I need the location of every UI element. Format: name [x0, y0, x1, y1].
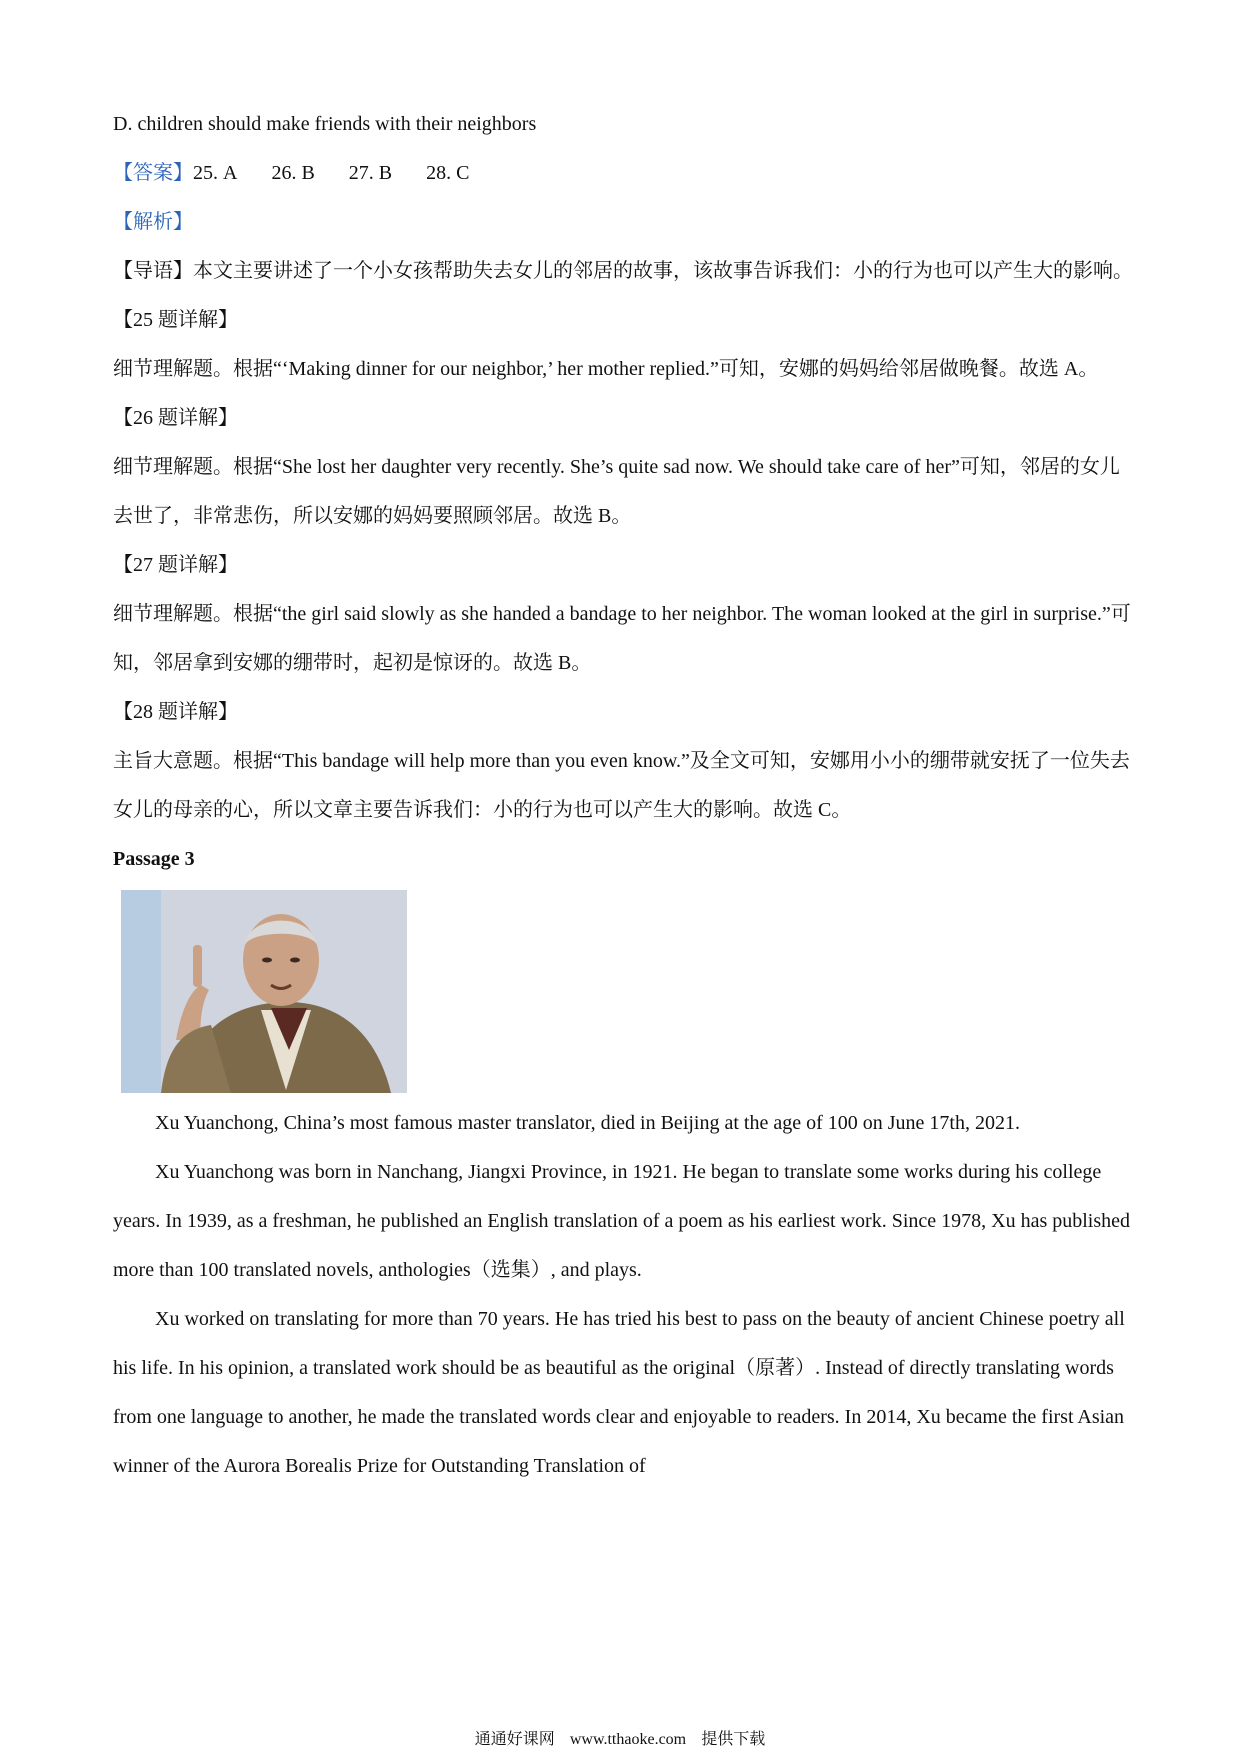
footer-site-name: 通通好课网: [474, 1729, 555, 1748]
footer-url[interactable]: www.tthaoke.com: [569, 1731, 687, 1748]
q25-explanation: 细节理解题。根据“‘Making dinner for our neighbor,’ her mother replied.”可知，安娜的妈妈给邻居做晚餐。故选 A。: [113, 358, 1099, 380]
portrait-illustration: [121, 890, 407, 1093]
q27-explanation: 细节理解题。根据“the girl said slowly as she handed a bandage to her neighbor. The woman looked at the girl in surprise.”可知，邻居拿到安娜的绷带时，起初是惊讶的。故选 B。: [113, 603, 1131, 674]
answer-27: 27. B: [348, 162, 393, 184]
answer-label: 【答案】: [113, 162, 193, 184]
answer-25: 25. A: [193, 162, 238, 184]
paragraph-3: Xu worked on translating for more than 70 years. He has tried his best to pass on the beauty of ancient Chinese poetry all his life. In his opinion, a translated work should be as beautiful as the original（原著）. Instead of directly translating words from one language to another, he made the translated words clear and enjoyable to readers. In 2014, Xu became the first Asian winner of the Aurora Borealis Prize for Outstanding Translation of: [113, 1308, 1125, 1477]
q26-explanation: 细节理解题。根据“She lost her daughter very recently. She’s quite sad now. We should take care of her”可知，邻居的女儿去世了，非常悲伤，所以安娜的妈妈要照顾邻居。故选 B。: [113, 456, 1120, 527]
q27-label: 【27 题详解】: [113, 554, 238, 576]
intro-paragraph: 【导语】本文主要讲述了一个小女孩帮助失去女儿的邻居的故事，该故事告诉我们：小的行为也可以产生大的影响。: [113, 260, 1133, 282]
translator-photo: [121, 890, 407, 1093]
footer-download-text: 提供下载: [701, 1729, 766, 1748]
q26-label: 【26 题详解】: [113, 407, 238, 429]
option-d: D. children should make friends with their neighbors: [113, 113, 537, 135]
q25-label: 【25 题详解】: [113, 309, 238, 331]
q28-explanation: 主旨大意题。根据“This bandage will help more than you even know.”及全文可知，安娜用小小的绷带就安抚了一位失去女儿的母亲的心，所以文章主要告诉我们：小的行为也可以产生大的影响。故选 C。: [113, 750, 1130, 821]
analysis-label: 【解析】: [113, 211, 193, 233]
answer-line: [113, 149, 1133, 198]
paragraph-1: Xu Yuanchong, China’s most famous master translator, died in Beijing at the age of 100 on June 17th, 2021.: [155, 1112, 1020, 1134]
passage-title: Passage 3: [113, 848, 195, 870]
page-footer: [0, 1726, 1240, 1749]
q28-label: 【28 题详解】: [113, 701, 238, 723]
answer-26: 26. B: [271, 162, 315, 184]
document-page: [113, 100, 1133, 1491]
paragraph-2: Xu Yuanchong was born in Nanchang, Jiangxi Province, in 1921. He began to translate some works during his college years. In 1939, as a freshman, he published an English translation of a poem as his earliest work. Since 1978, Xu has published more than 100 translated novels, anthologies（选集）, and plays.: [113, 1161, 1131, 1281]
answer-28: 28. C: [426, 162, 470, 184]
